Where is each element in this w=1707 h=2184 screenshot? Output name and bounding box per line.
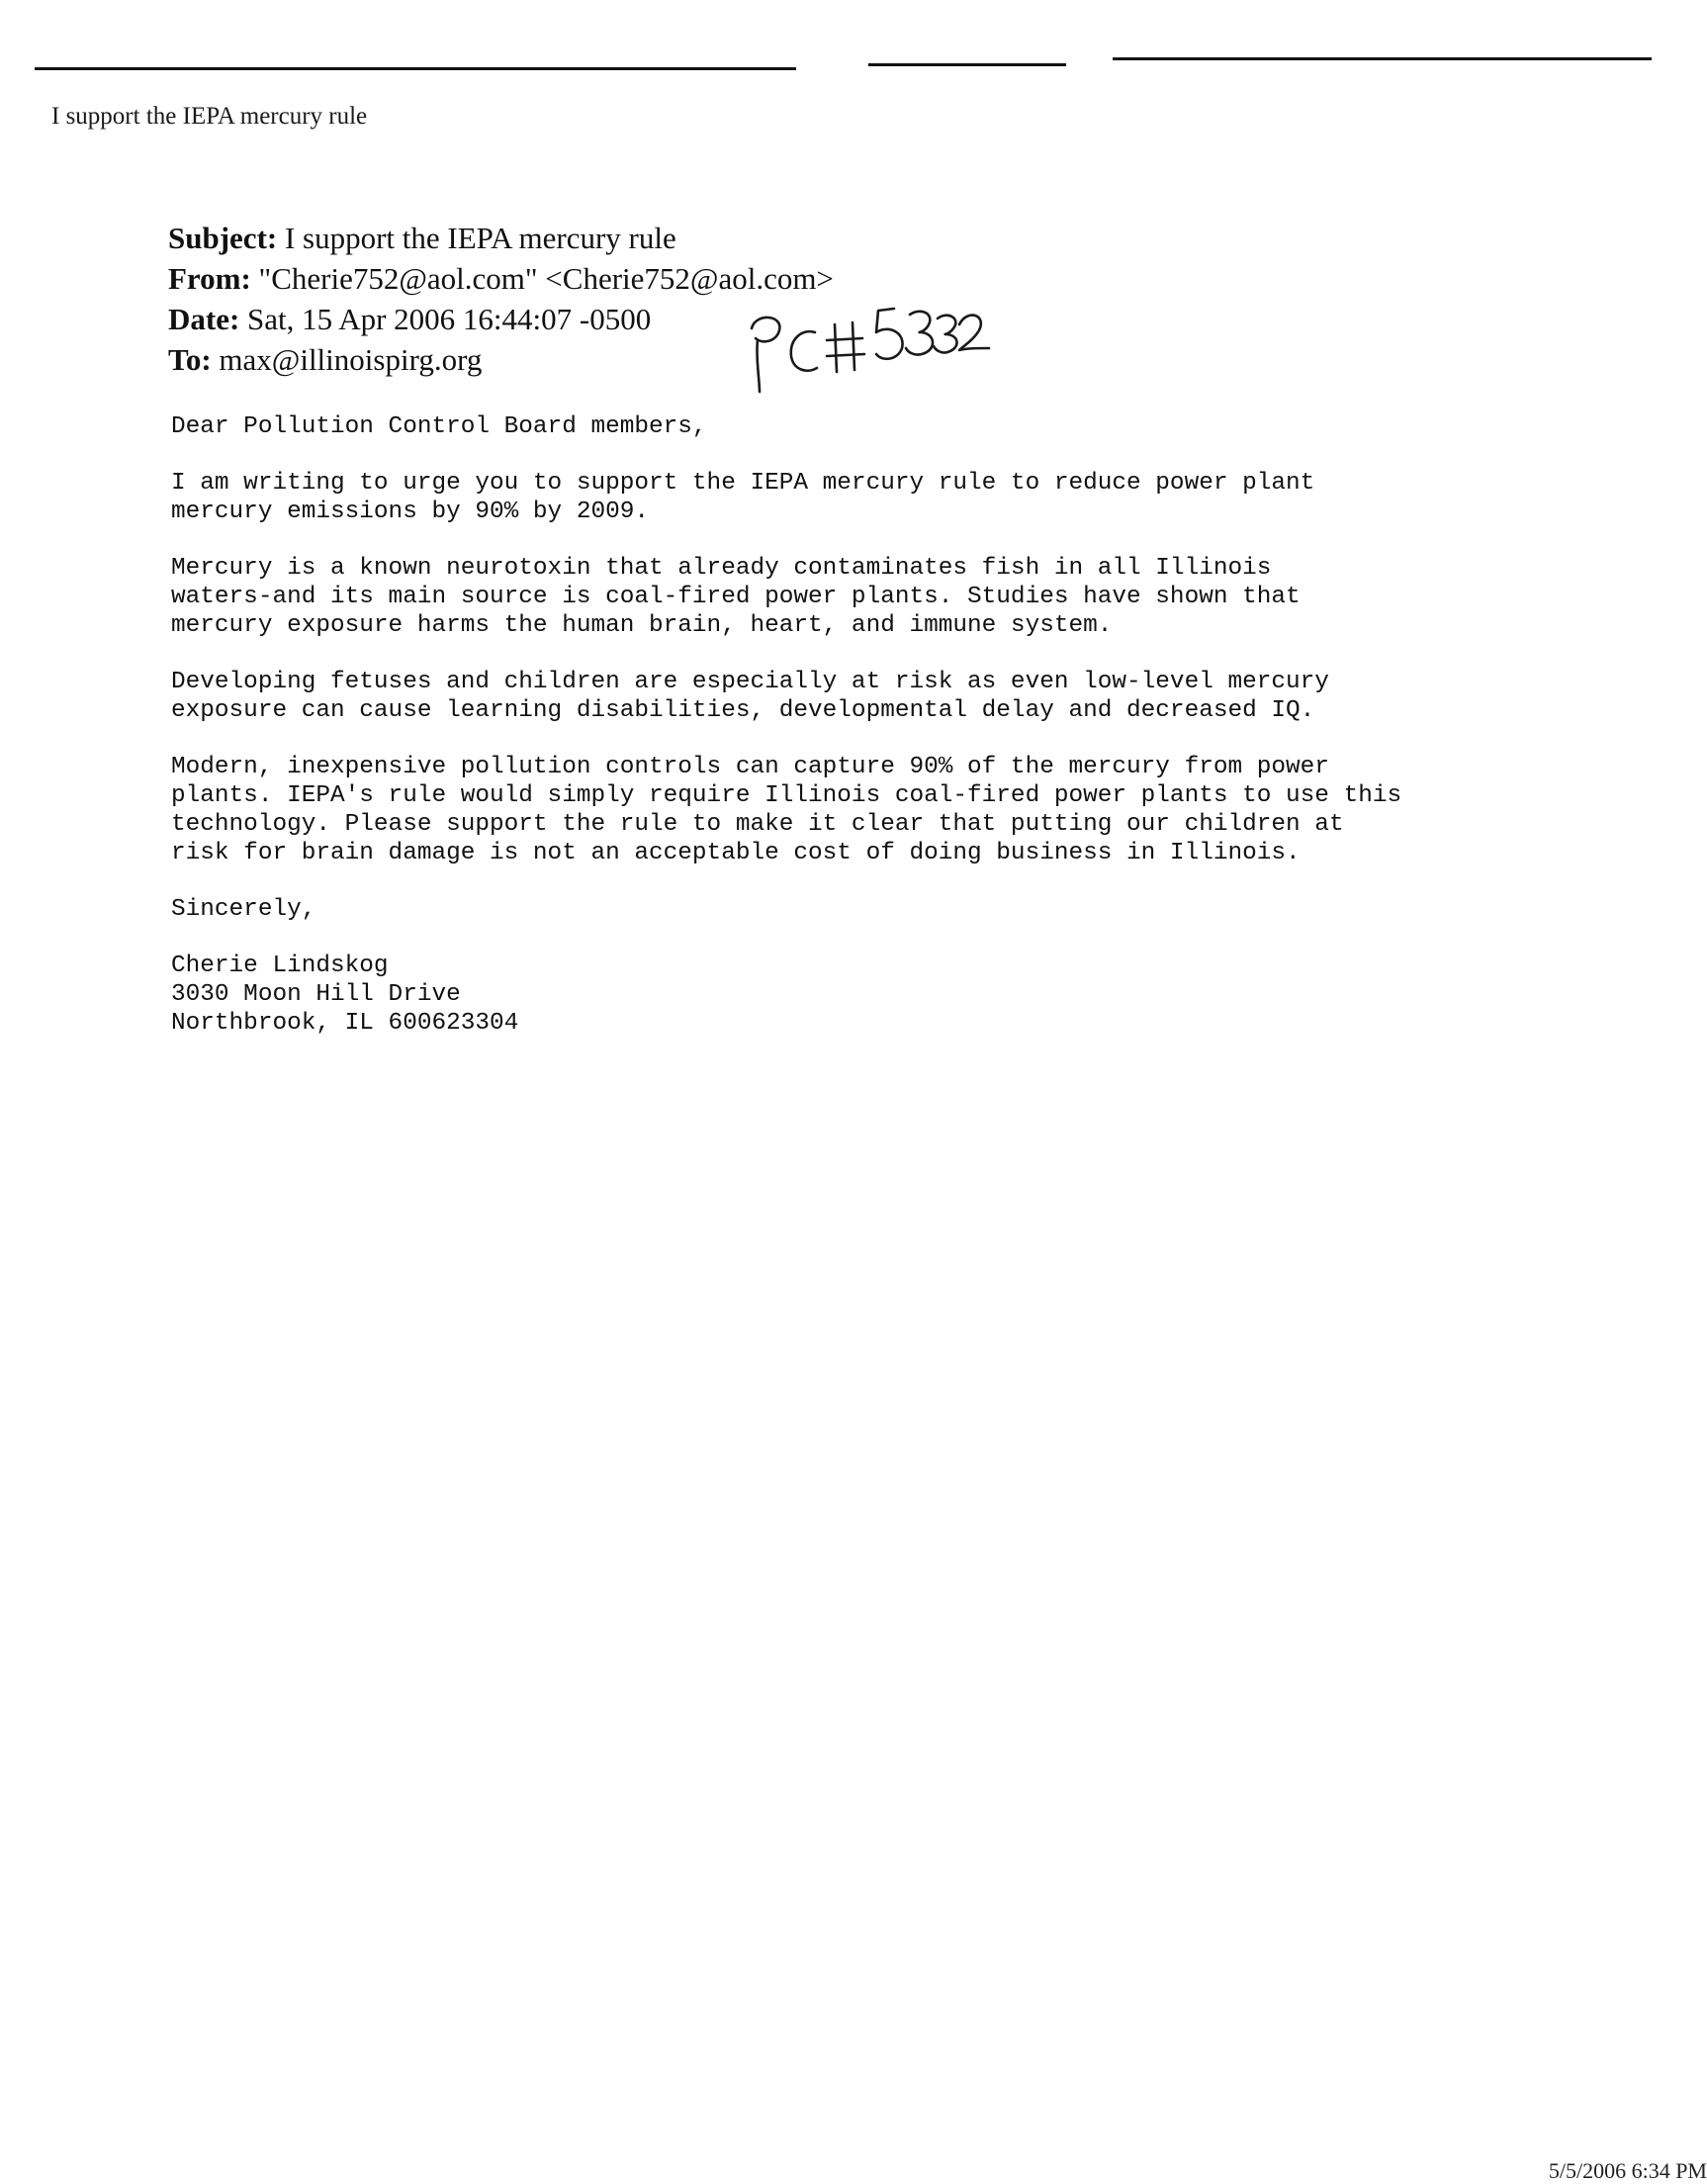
signature-block bbox=[171, 952, 1655, 1038]
body-paragraph-2: Mercury is a known neurotoxin that already contaminates fish in all Illinois waters-and its main source is coal-fired power plants. Studies have shown that mercury exposure harms the human brain, heart, and immune system. bbox=[171, 555, 1301, 639]
email-body bbox=[171, 412, 1655, 1038]
top-rule-right bbox=[1113, 57, 1652, 60]
date-header bbox=[168, 299, 834, 339]
from-value: "Cherie752@aol.com" <Cherie752@aol.com> bbox=[258, 261, 834, 296]
greeting: Dear Pollution Control Board members, bbox=[171, 413, 707, 440]
date-label: Date: bbox=[168, 302, 240, 336]
subject-label: Subject: bbox=[168, 221, 278, 255]
footer-print-timestamp: 5/5/2006 6:34 PM bbox=[1548, 2158, 1707, 2183]
body-paragraph-1: I am writing to urge you to support the IEPA mercury rule to reduce power plant mercury emissions by 90% by 2009. bbox=[171, 470, 1315, 525]
body-paragraph-4: Modern, inexpensive pollution controls can capture 90% of the mercury from power plants. IEPA's rule would simply require Illinois coal-fired power plants to use this technology. Please support the rule to make it clear that putting our children at risk for brain damage is not an acceptable cost of doing business in Illinois. bbox=[171, 754, 1402, 866]
signature-city: Northbrook, IL 600623304 bbox=[171, 1010, 519, 1037]
to-header bbox=[168, 339, 834, 380]
page-title: I support the IEPA mercury rule bbox=[51, 103, 368, 130]
handwritten-stamp bbox=[744, 289, 991, 398]
top-rule-left bbox=[35, 67, 796, 70]
from-header bbox=[168, 258, 834, 299]
to-label: To: bbox=[168, 342, 212, 377]
email-headers bbox=[168, 218, 834, 380]
signature-name: Cherie Lindskog bbox=[171, 953, 389, 979]
body-paragraph-3: Developing fetuses and children are especially at risk as even low-level mercury exposure can cause learning disabilities, developmental delay and decreased IQ. bbox=[171, 669, 1329, 724]
top-rule-middle bbox=[868, 63, 1066, 66]
subject-header bbox=[168, 218, 834, 258]
signature-street: 3030 Moon Hill Drive bbox=[171, 981, 461, 1008]
subject-value: I support the IEPA mercury rule bbox=[284, 221, 676, 255]
from-label: From: bbox=[168, 261, 251, 296]
date-value: Sat, 15 Apr 2006 16:44:07 -0500 bbox=[247, 302, 652, 336]
to-value: max@illinoispirg.org bbox=[219, 342, 483, 377]
closing: Sincerely, bbox=[171, 896, 316, 923]
